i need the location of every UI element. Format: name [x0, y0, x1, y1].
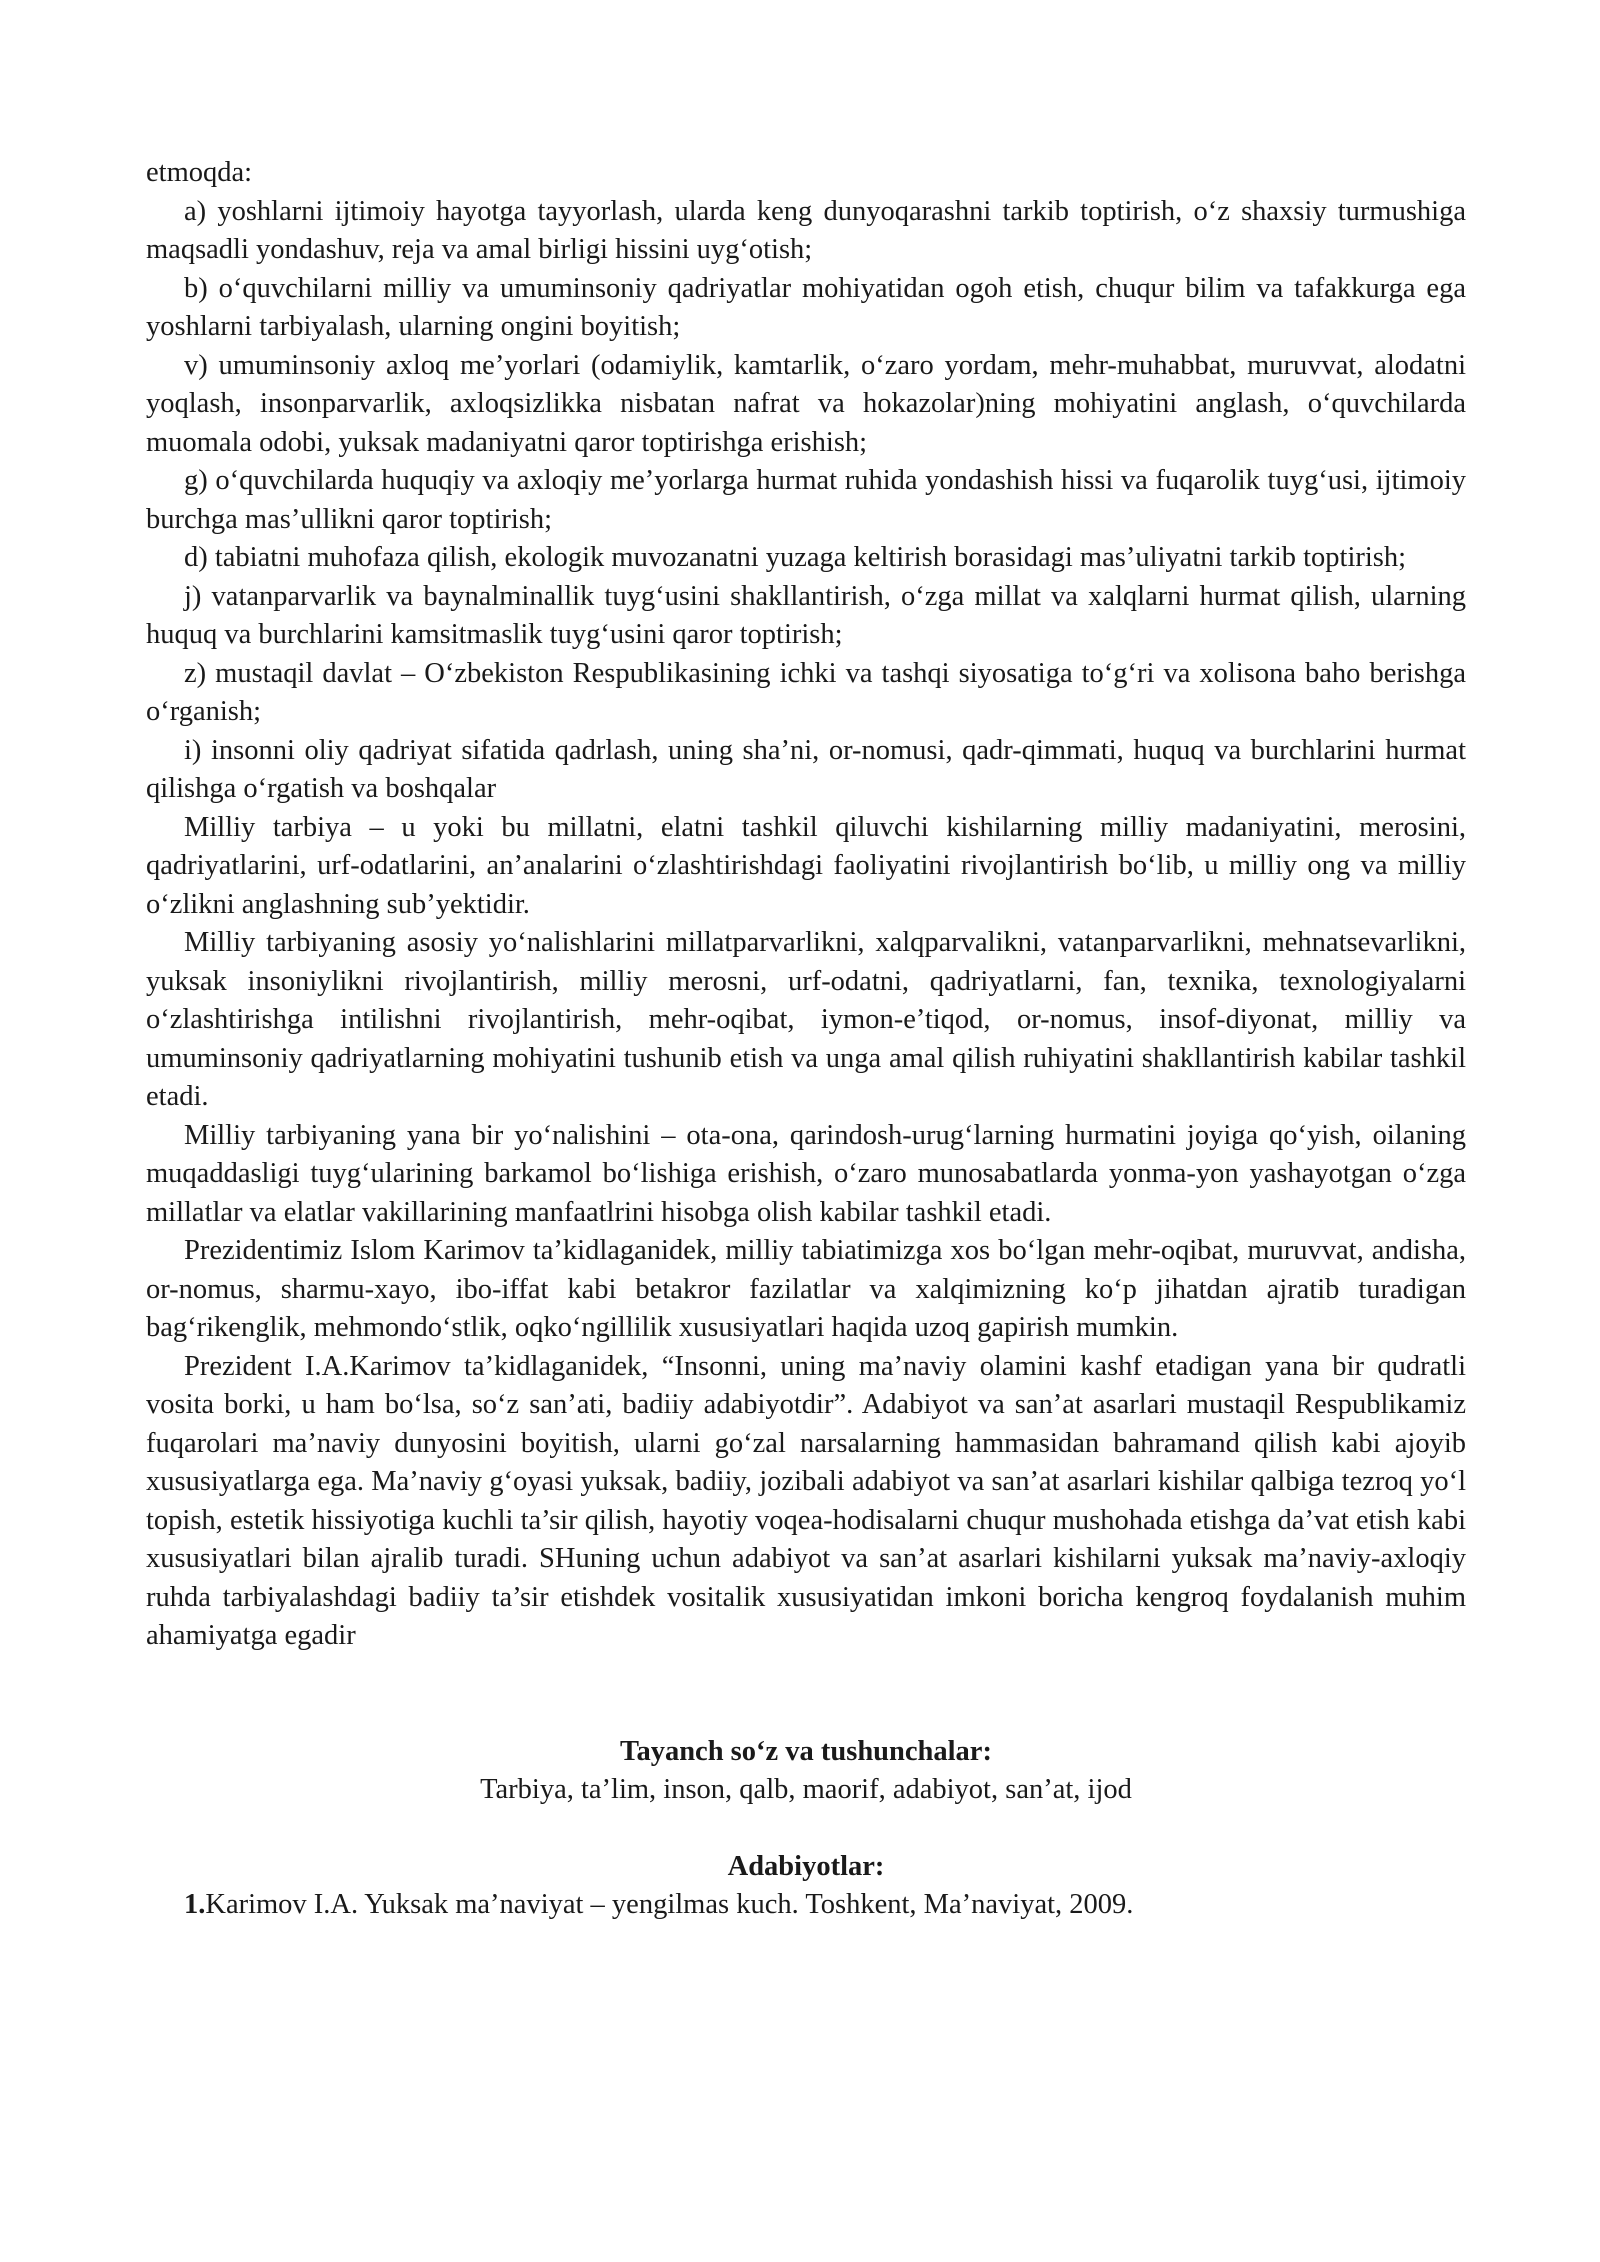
section-spacer: [146, 1810, 1466, 1848]
paragraph-president-national-nature: Prezidentimiz Islom Karimov ta’kidlaganidek, milliy tabiatimizga xos bo‘lgan mehr-oqibat, muruvvat, andisha, or-nomus, sharmu-xayo, ibo-iffat kabi betakror fazilatlar va xalqimizning ko‘p jihatdan ajratib turadigan bag‘rikenglik, mehmondo‘stlik, oqko‘ngillilik xususiyatlari haqida uzoq gapirish mumkin.: [146, 1235, 1466, 1343]
paragraph-president-literature: Prezident I.A.Karimov ta’kidlaganidek, “Insonni, uning ma’naviy olamini kashf etadigan yana bir qudratli vosita borki, u ham bo‘lsa, so‘z san’ati, badiiy adabiyotdir”. Adabiyot va san’at asarlari mustaqil Respublikamiz fuqarolari ma’naviy dunyosini boyitish, ularni go‘zal narsalarning hammasidan bahramand qilish kabi ajoyib xususiyatlarga ega. Ma’naviy g‘oyasi yuksak, badiiy, jozibali adabiyot va san’at asarlari kishilar qalbiga tezroq yo‘l topish, estetik hissiyotiga kuchli ta’sir qilish, hayotiy voqea-hodisalarni chuqur mushohada etishga da’vat etish kabi xususiyatlari bilan ajralib turadi. SHuning uchun adabiyot va san’at asarlari kishilarni yuksak ma’naviy-axloqiy ruhda tarbiyalashdagi badiiy ta’sir etishdek vositalik xususiyatidan imkoni boricha kengroq foydalanish muhim ahamiyatga egadir: [146, 1350, 1466, 1651]
section-spacer: [146, 1656, 1466, 1733]
paragraph-goal-z: z) mustaqil davlat – O‘zbekiston Respublikasining ichki va tashqi siyosatiga to‘g‘ri va xolisona baho berishga o‘rganish;: [146, 657, 1466, 727]
paragraph-goal-d: d) tabiatni muhofaza qilish, ekologik muvozanatni yuzaga keltirish borasidagi mas’uliyatni tarkib toptirish;: [184, 542, 1407, 573]
references-section: [146, 1848, 1466, 1925]
document-page: [146, 154, 1466, 1925]
body-text: [146, 154, 1466, 1656]
reference-number: 1.: [184, 1889, 206, 1920]
paragraph-goal-v: v) umuminsoniy axloq me’yorlari (odamiylik, kamtarlik, o‘zaro yordam, mehr-muhabbat, muruvvat, alodatni yoqlash, insonparvarlik, axloqsizlikka nisbatan nafrat va hokazolar)ning mohiyatini anglash, o‘quvchilarda muomala odobi, yuksak madaniyatni qaror toptirishga erishish;: [146, 349, 1466, 458]
paragraph-goal-b: b) o‘quvchilarni milliy va umuminsoniy qadriyatlar mohiyatidan ogoh etish, chuqur bilim va tafakkurga ega yoshlarni tarbiyalash, ularning ongini boyitish;: [146, 272, 1466, 342]
paragraph-national-upbringing: Milliy tarbiya – u yoki bu millatni, elatni tashkil qiluvchi kishilarning milliy madaniyatini, merosini, qadriyatlarini, urf-odatlarini, an’analarini o‘zlashtirishdagi faoliyatini rivojlantirish bo‘lib, u milliy ong va milliy o‘zlikni anglashning sub’yektidir.: [146, 811, 1466, 920]
paragraph-continuation: etmoqda:: [146, 157, 253, 188]
reference-text: Karimov I.A. Yuksak ma’naviyat – yengilmas kuch. Toshkent, Ma’naviyat, 2009.: [205, 1889, 1134, 1920]
paragraph-main-directions: Milliy tarbiyaning asosiy yo‘nalishlarini millatparvarlikni, xalqparvalikni, vatanparvarlikni, mehnatsevarlikni, yuksak insoniylikni rivojlantirish, milliy merosni, urf-odatni, qadriyatlarni, fan, texnika, texnologiyalarni o‘zlashtirishga intilishni rivojlantirish, mehr-oqibat, iymon-e’tiqod, or-nomus, insof-diyonat, milliy va umuminsoniy qadriyatlarning mohiyatini tushunib etish va unga amal qilish ruhiyatini shakllantirish kabilar tashkil etadi.: [146, 927, 1466, 1112]
paragraph-another-direction: Milliy tarbiyaning yana bir yo‘nalishini – ota-ona, qarindosh-urug‘larning hurmatini joyiga qo‘yish, oilaning muqaddasligi tuyg‘ularining barkamol bo‘lishiga erishish, o‘zaro munosabatlarda yonma-yon yashayotgan o‘zga millatlar va elatlar vakillarining manfaatlrini hisobga olish kabilar tashkil etadi.: [146, 1119, 1466, 1228]
paragraph-goal-j: j) vatanparvarlik va baynalminallik tuyg‘usini shakllantirish, o‘zga millat va xalqlarni hurmat qilish, ularning huquq va burchlarini kamsitmaslik tuyg‘usini qaror toptirish;: [146, 580, 1466, 650]
keywords-list: Tarbiya, ta’lim, inson, qalb, maorif, adabiyot, san’at, ijod: [480, 1774, 1132, 1805]
paragraph-goal-g: g) o‘quvchilarda huquqiy va axloqiy me’yorlarga hurmat ruhida yondashish hissi va fuqarolik tuyg‘usi, ijtimoiy burchga mas’ullikni qaror toptirish;: [146, 465, 1466, 535]
paragraph-goal-a: a) yoshlarni ijtimoiy hayotga tayyorlash, ularda keng dunyoqarashni tarkib toptirish, o‘z shaxsiy turmushiga maqsadli yondashuv, reja va amal birligi hissini uyg‘otish;: [146, 195, 1466, 265]
references-heading: Adabiyotlar:: [727, 1850, 885, 1882]
keywords-heading: Tayanch so‘z va tushunchalar:: [620, 1735, 992, 1767]
reference-item: [146, 1886, 1466, 1925]
paragraph-goal-i: i) insonni oliy qadriyat sifatida qadrlash, uning sha’ni, or-nomusi, qadr-qimmati, huquq va burchlarini hurmat qilishga o‘rgatish va boshqalar: [146, 734, 1466, 804]
keywords-section: [146, 1733, 1466, 1810]
